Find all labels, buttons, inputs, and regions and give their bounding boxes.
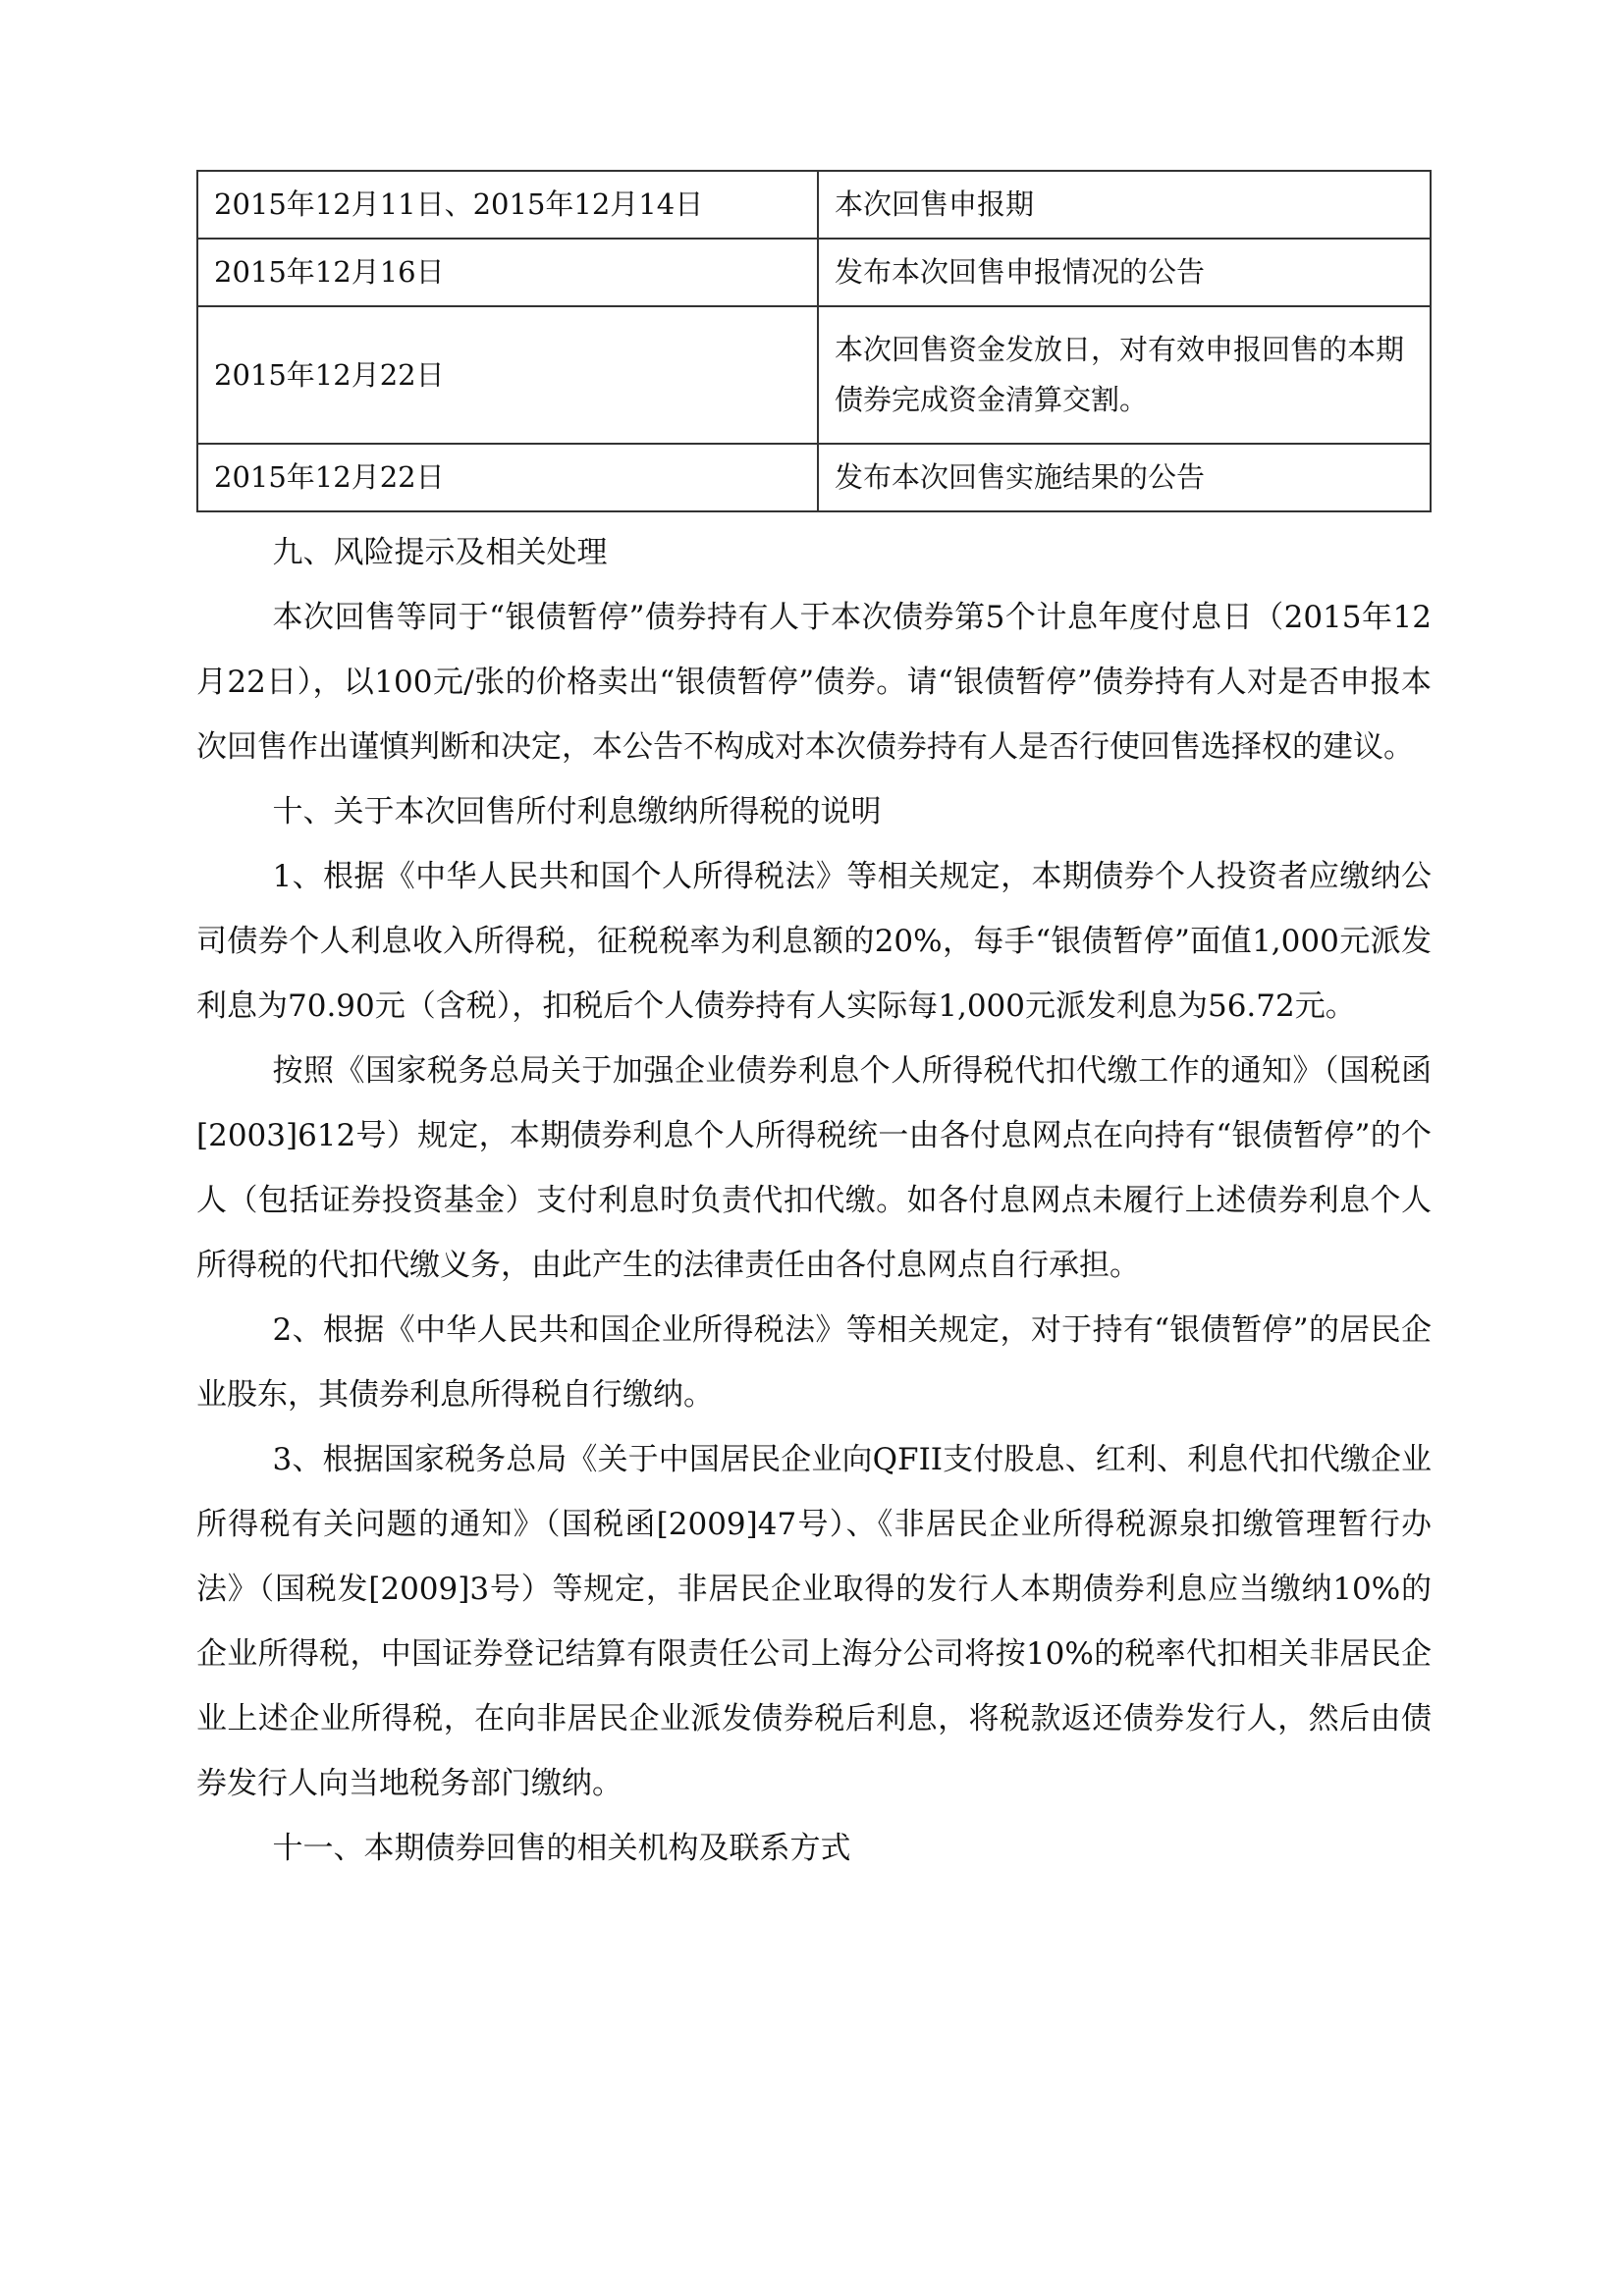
schedule-event-cell: 本次回售申报期 [818, 171, 1431, 239]
table-row [197, 444, 1431, 511]
schedule-date-cell: 2015年12月11日、2015年12月14日 [197, 171, 818, 239]
section-10-paragraph-2: 按照《国家税务总局关于加强企业债券利息个人所得税代扣代缴工作的通知》（国税函[2003]612号）规定，本期债券利息个人所得税统一由各付息网点在向持有“银债暂停”的个人（包括证券投资基金）支付利息时负责代扣代缴。如各付息网点未履行上述债券利息个人所得税的代扣代缴义务，由此产生的法律责任由各付息网点自行承担。 [196, 1053, 1432, 1283]
schedule-table [196, 170, 1432, 512]
section-9-paragraph: 本次回售等同于“银债暂停”债券持有人于本次债券第5个计息年度付息日（2015年12月22日），以100元/张的价格卖出“银债暂停”债券。请“银债暂停”债券持有人对是否申报本次回售作出谨慎判断和决定，本公告不构成对本次债券持有人是否行使回售选择权的建议。 [196, 600, 1432, 765]
section-9-heading: 九、风险提示及相关处理 [272, 535, 608, 570]
table-row [197, 239, 1431, 306]
section-10-paragraph-3: 2、根据《中华人民共和国企业所得税法》等相关规定，对于持有“银债暂停”的居民企业股东，其债券利息所得税自行缴纳。 [196, 1312, 1432, 1413]
schedule-date-cell: 2015年12月22日 [197, 444, 818, 511]
body-text [196, 520, 1432, 1881]
section-10-paragraph-1: 1、根据《中华人民共和国个人所得税法》等相关规定，本期债券个人投资者应缴纳公司债券个人利息收入所得税，征税税率为利息额的20%，每手“银债暂停”面值1,000元派发利息为70.90元（含税），扣税后个人债券持有人实际每1,000元派发利息为56.72元。 [196, 859, 1432, 1024]
section-10-heading: 十、关于本次回售所付利息缴纳所得税的说明 [272, 794, 882, 829]
section-11-heading: 十一、本期债券回售的相关机构及联系方式 [272, 1831, 851, 1866]
section-10-paragraph-4: 3、根据国家税务总局《关于中国居民企业向QFII支付股息、红利、利息代扣代缴企业所得税有关问题的通知》（国税函[2009]47号）、《非居民企业所得税源泉扣缴管理暂行办法》（国税发[2009]3号）等规定，非居民企业取得的发行人本期债券利息应当缴纳10%的企业所得税，中国证券登记结算有限责任公司上海分公司将按10%的税率代扣相关非居民企业上述企业所得税，在向非居民企业派发债券税后利息，将税款返还债券发行人，然后由债券发行人向当地税务部门缴纳。 [196, 1442, 1432, 1801]
schedule-date-cell: 2015年12月16日 [197, 239, 818, 306]
schedule-event-cell: 发布本次回售实施结果的公告 [818, 444, 1431, 511]
schedule-date-cell: 2015年12月22日 [197, 306, 818, 444]
schedule-event-cell: 本次回售资金发放日，对有效申报回售的本期债券完成资金清算交割。 [818, 306, 1431, 444]
schedule-event-cell: 发布本次回售申报情况的公告 [818, 239, 1431, 306]
table-row [197, 171, 1431, 239]
table-row [197, 306, 1431, 444]
